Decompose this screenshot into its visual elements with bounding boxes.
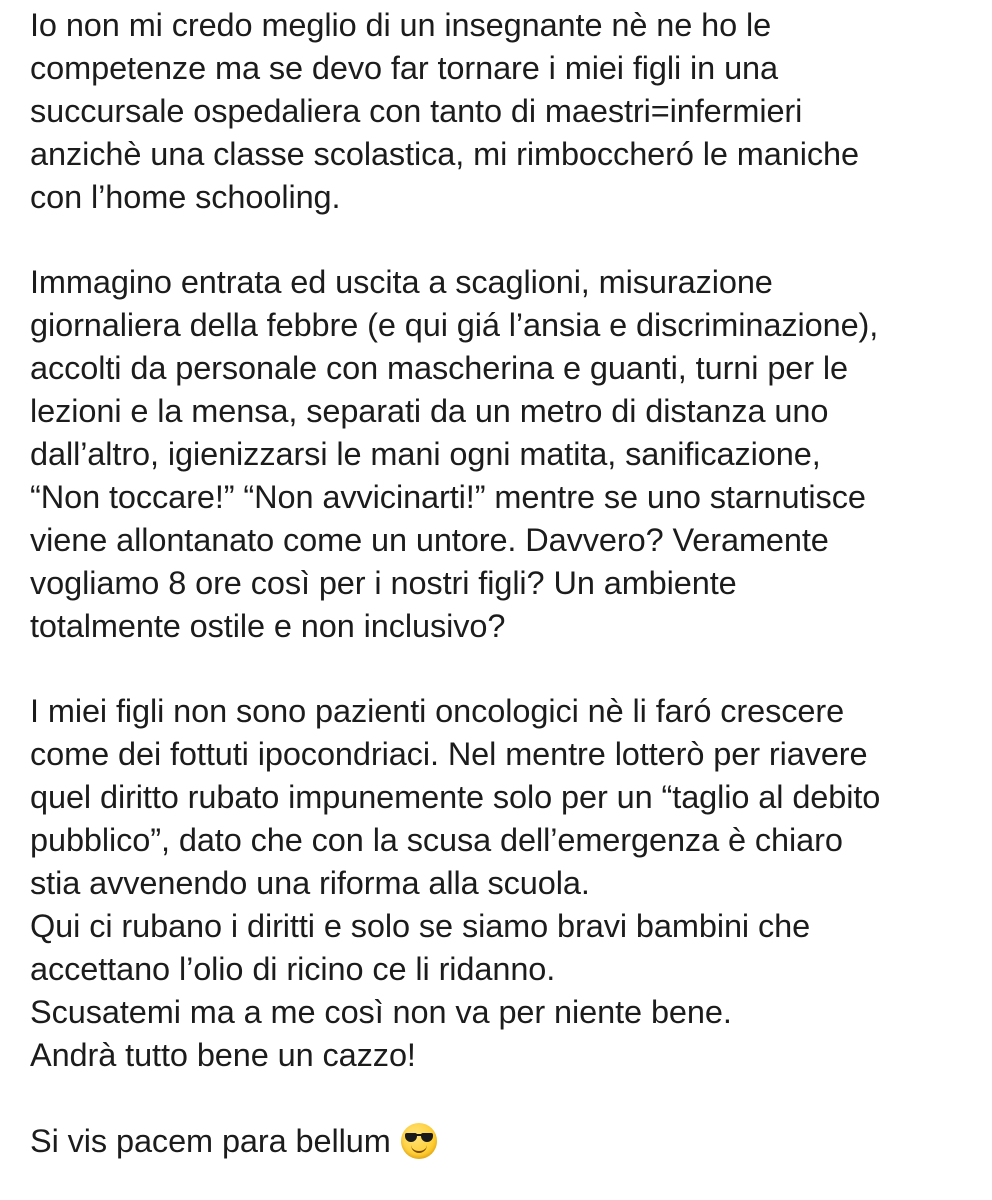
text-line: viene allontanato come un untore. Davvero? Veramente [30,521,829,558]
paragraph-2 [30,261,980,647]
text-line: Io non mi credo meglio di un insegnante nè ne ho le [30,7,772,43]
signoff-text: Si vis pacem para bellum [30,1122,391,1159]
text-line: I miei figli non sono pazienti oncologici nè li faró crescere [30,693,845,730]
text-line: stia avvenendo una riforma alla scuola. [30,865,590,902]
text-line: accettano l’olio di ricino ce li ridanno. [30,950,556,987]
text-line: come dei fottuti ipocondriaci. Nel mentre lotterò per riavere [30,736,868,773]
text-line: quel diritto rubato impunemente solo per un “taglio al debito [30,779,881,816]
paragraph-1 [30,4,980,219]
text-line: Qui ci rubano i diritti e solo se siamo bravi bambini che [30,908,811,944]
text-line: competenze ma se devo far tornare i miei figli in una [30,49,778,86]
text-line: totalmente ostile e non inclusivo? [30,607,506,644]
paragraph-3 [30,690,980,1076]
text-line: vogliamo 8 ore così per i nostri figli? Un ambiente [30,564,737,601]
smiling-face-with-sunglasses-icon [401,1123,437,1159]
smile-shape [411,1144,427,1153]
text-line: accolti da personale con mascherina e guanti, turni per le [30,350,849,387]
text-line: pubblico”, dato che con la scusa dell’emergenza è chiaro [30,822,843,859]
text-line: succursale ospedaliera con tanto di maestri=infermieri [30,92,803,129]
text-line: con l’home schooling. [30,178,341,215]
text-line: anzichè una classe scolastica, mi rimboccheró le maniche [30,135,859,172]
text-line: “Non toccare!” “Non avvicinarti!” mentre se uno starnutisce [30,478,866,515]
sunglasses-shape [405,1133,433,1143]
signoff-line [30,1120,980,1163]
text-line: Andrà tutto bene un cazzo! [30,1036,416,1073]
post-body [30,4,980,1162]
sunglasses-bridge [416,1134,422,1136]
text-line: lezioni e la mensa, separati da un metro di distanza uno [30,393,829,430]
text-line: Scusatemi ma a me così non va per niente bene. [30,993,732,1030]
text-line: Immagino entrata ed uscita a scaglioni, misurazione [30,264,773,301]
text-line: dall’altro, igienizzarsi le mani ogni matita, sanificazione, [30,436,821,473]
text-line: giornaliera della febbre (e qui giá l’ansia e discriminazione), [30,307,879,344]
